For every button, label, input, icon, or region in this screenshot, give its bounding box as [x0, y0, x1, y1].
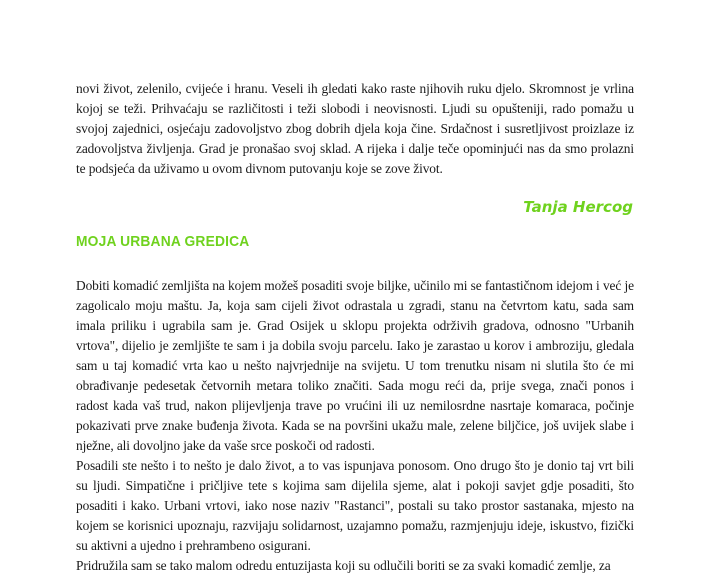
body-paragraph-1: Dobiti komadić zemljišta na kojem možeš posaditi svoje biljke, učinilo mi se fantastičnom idejom i već je zagolicalo moju maštu. Ja, koja sam cijeli život odrastala u zgradi, stanu na četvrtom katu, sada sam imala priliku i ugrabila sam je. Grad Osijek u sklopu projekta održivih gradova, odnosno "Urbanih vrtova", dijelio je zemljište te sam i ja dobila svoju parcelu. Iako je zarastao u korov i ambroziju, gledala sam u taj komadić vrta kao u nešto najvrjednije na svijetu. U tom trenutku nisam ni slutila što će mi obrađivanje pedesetak četvornih metara toliko značiti. Sada mogu reći da, prije svega, znači ponos i radost kada vaš trud, nakon plijevljenja trave po vrućini ili uz nemilosrdne nasrtaje komaraca, počinje pokazivati prve znake buđenja života. Kada se na površini ukažu male, zelene biljčice, još uvijek slabe i nježne, ali dovoljno jake da vaše srce poskoči od radosti.	[76, 278, 634, 453]
author-signature: Tanja Hercog	[523, 198, 633, 216]
section-title: MOJA URBANA GREDICA	[76, 233, 250, 250]
body-paragraph-2: Posadili ste nešto i to nešto je dalo život, a to vas ispunjava ponosom. Ono drugo što je donio taj vrt bili su ljudi. Simpatične i pričljive tete s kojima sam dijelila sjeme, alat i pokoji savjet gdje posaditi, što posaditi i kako. Urbani vrtovi, iako nose naziv "Rastanci", postali su tako prostor sastanaka, mjesto na kojem se korisnici upoznaju, razvijaju solidarnost, uzajamno pomažu, razmjenjuju ideje, iskustvo, fizički su aktivni a ujedno i prehrambeno osigurani.	[76, 458, 634, 553]
body-paragraph-3: Pridružila sam se tako malom odredu entuzijasta koji su odlučili boriti se za svaki komadić zemlje, za	[76, 558, 611, 573]
intro-paragraph: novi život, zelenilo, cvijeće i hranu. Veseli ih gledati kako raste njihovih ruku djelo. Skromnost je vrlina kojoj se teži. Prihvaćaju se različitosti i teži slobodi i neovisnosti. Ljudi su opušteniji, rado pomažu u svojoj zajednici, osjećaju zadovoljstvo zbog dobrih djela koja čine. Srdačnost i susretljivost proizlaze iz zadovoljstva življenja. Grad je pronašao svoj sklad. A rijeka i dalje teče opominjući nas da smo prolazni te podsjeća da uživamo u ovom divnom putovanju koje se zove život.	[76, 81, 634, 176]
